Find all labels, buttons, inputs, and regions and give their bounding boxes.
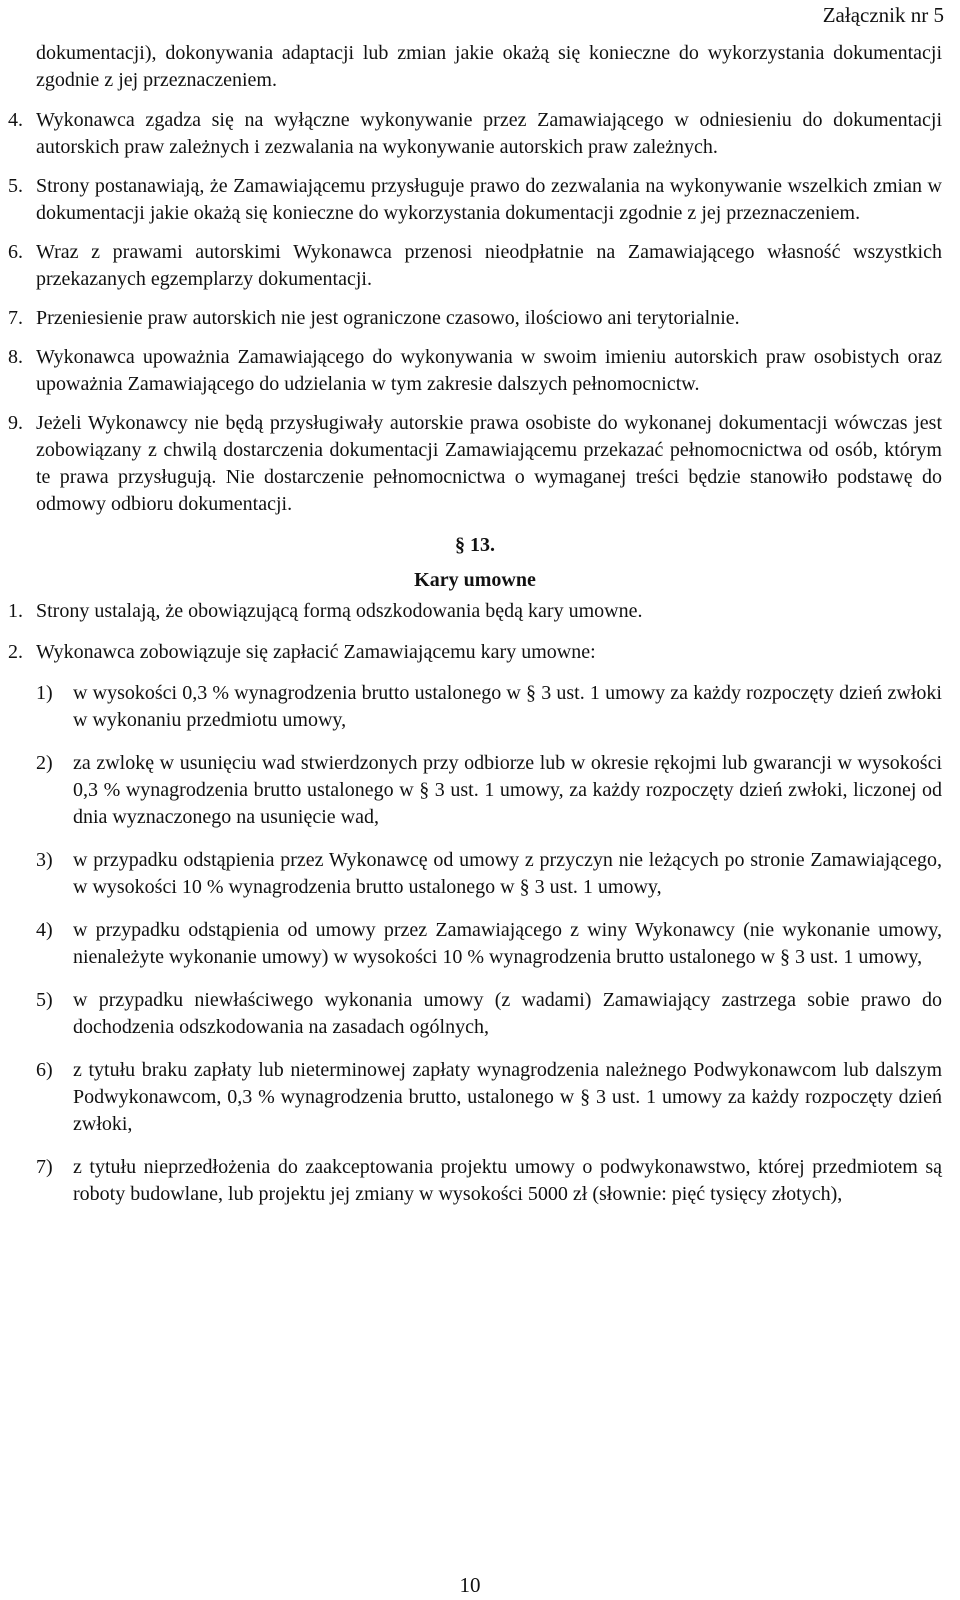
item-text: Przeniesienie praw autorskich nie jest ograniczone czasowo, ilościowo ani terytorialnie. <box>36 307 740 329</box>
item-text: Wraz z prawami autorskimi Wykonawca przenosi nieodpłatnie na Zamawiającego własność wszystkich przekazanych egzemplarzy dokumentacji. <box>36 241 942 290</box>
item-text: Wykonawca zgadza się na wyłączne wykonywanie przez Zamawiającego w odniesieniu do dokumentacji autorskich praw zależnych i zezwalania na wykonywanie autorskich praw zależnych. <box>36 109 942 158</box>
sub-item-text: w przypadku odstąpienia od umowy przez Zamawiającego z winy Wykonawcy (nie wykonanie umowy, nienależyte wykonanie umowy) w wysokości 10 % wynagrodzenia brutto ustalonego w § 3 ust. 1 umowy, <box>73 919 942 968</box>
item-number: 9. <box>8 412 23 434</box>
sub-item-number: 4) <box>36 919 53 941</box>
list-item <box>8 305 942 332</box>
penalty-item <box>8 1057 942 1138</box>
sub-item-number: 7) <box>36 1156 53 1178</box>
sub-item-text: w wysokości 0,3 % wynagrodzenia brutto ustalonego w § 3 ust. 1 umowy za każdy rozpoczęty dzień zwłoki w wykonaniu przedmiotu umowy, <box>73 682 942 731</box>
item-number: 6. <box>8 241 23 263</box>
sub-item-text: w przypadku niewłaściwego wykonania umowy (z wadami) Zamawiający zastrzega sobie prawo do dochodzenia odszkodowania na zasadach ogólnych, <box>73 989 942 1038</box>
item-number: 2. <box>8 641 23 663</box>
item-number: 8. <box>8 346 23 368</box>
list-item <box>8 344 942 398</box>
sub-item-number: 3) <box>36 849 53 871</box>
page-number: 10 <box>459 1573 481 1597</box>
section-title: Kary umowne <box>414 569 536 591</box>
list-item <box>8 173 942 227</box>
penalty-item <box>8 987 942 1041</box>
item-text: Wykonawca upoważnia Zamawiającego do wykonywania w swoim imieniu autorskich praw osobistych oraz upoważnia Zamawiającego do udzielania w tym zakresie dalszych pełnomocnictw. <box>36 346 942 395</box>
item-number: 4. <box>8 109 23 131</box>
sub-item-number: 1) <box>36 682 53 704</box>
penalty-item <box>8 1154 942 1208</box>
sub-item-number: 5) <box>36 989 53 1011</box>
list-item <box>8 239 942 293</box>
intro-paragraph: dokumentacji), dokonywania adaptacji lub zmian jakie okażą się konieczne do wykorzystania dokumentacji zgodnie z jej przeznaczeniem. <box>36 42 942 91</box>
sub-item-text: z tytułu braku zapłaty lub nieterminowej zapłaty wynagrodzenia należnego Podwykonawcom lub dalszym Podwykonawcom, 0,3 % wynagrodzenia brutto, ustalonego w § 3 ust. 1 umowy za każdy rozpoczęty dzień zwłoki, <box>73 1059 942 1135</box>
list-item <box>8 107 942 161</box>
penalty-item <box>8 750 942 831</box>
item-text: Strony postanawiają, że Zamawiającemu przysługuje prawo do zezwalania na wykonywanie wszelkich zmian w dokumentacji jakie okażą się konieczne do wykorzystania dokumentacji zgodnie z jej przeznaczeniem. <box>36 175 942 224</box>
penalty-item <box>8 847 942 901</box>
section-item <box>8 639 942 666</box>
section-number: § 13. <box>455 534 495 556</box>
sub-item-text: w przypadku odstąpienia przez Wykonawcę od umowy z przyczyn nie leżących po stronie Zamawiającego, w wysokości 10 % wynagrodzenia brutto ustalonego w § 3 ust. 1 umowy, <box>73 849 942 898</box>
penalty-item <box>8 917 942 971</box>
section-item <box>8 598 942 625</box>
item-text: Strony ustalają, że obowiązującą formą odszkodowania będą kary umowne. <box>36 600 643 622</box>
sub-item-text: z tytułu nieprzedłożenia do zaakceptowania projektu umowy o podwykonawstwo, której przedmiotem są roboty budowlane, lub projektu jej zmiany w wysokości 5000 zł (słownie: pięć tysięcy złotych), <box>73 1156 942 1205</box>
item-number: 7. <box>8 307 23 329</box>
sub-item-text: za zwlokę w usunięciu wad stwierdzonych przy odbiorze lub w okresie rękojmi lub gwarancji w wysokości 0,3 % wynagrodzenia brutto ustalonego w § 3 ust. 1 umowy, za każdy rozpoczęty dzień zwłoki, liczonej od dnia wyznaczonego na usunięcie wad, <box>73 752 942 828</box>
penalty-item <box>8 680 942 734</box>
sub-item-number: 2) <box>36 752 53 774</box>
item-number: 5. <box>8 175 23 197</box>
item-text: Jeżeli Wykonawcy nie będą przysługiwały autorskie prawa osobiste do wykonanej dokumentacji wówczas jest zobowiązany z chwilą dostarczenia dokumentacji Zamawiającemu przekazać pełnomocnictwa od osób, którym te prawa przysługują. Nie dostarczenie pełnomocnictwa o wymaganej treści będzie stanowiło podstawę do odmowy odbioru dokumentacji. <box>36 412 942 515</box>
attachment-label: Załącznik nr 5 <box>822 3 944 27</box>
sub-item-number: 6) <box>36 1059 53 1081</box>
item-number: 1. <box>8 600 23 622</box>
document-body <box>8 40 942 1224</box>
penalty-list <box>8 680 942 1208</box>
list-item <box>8 410 942 518</box>
item-text: Wykonawca zobowiązuje się zapłacić Zamawiającemu kary umowne: <box>36 641 596 663</box>
